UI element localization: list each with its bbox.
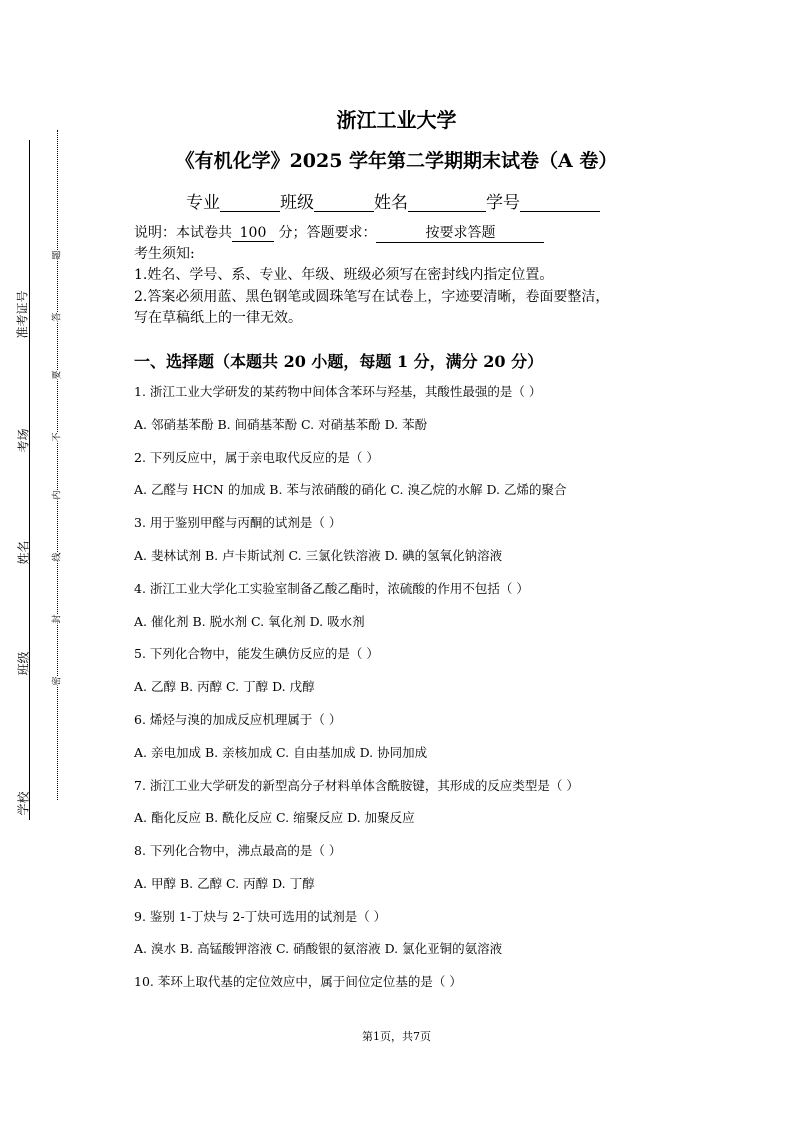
margin-label-school: 学校 xyxy=(16,791,31,816)
options-9: A. 溴水 B. 高锰酸钾溶液 C. 硝酸银的氨溶液 D. 氯化亚铜的氨溶液 xyxy=(134,941,503,956)
field-class-label: 班级 xyxy=(280,193,314,213)
margin-label-exam-number: 准考证号 xyxy=(15,290,30,339)
instructions-line xyxy=(134,222,544,243)
page-number: 第1页，共7页 xyxy=(362,1030,431,1043)
binding-line xyxy=(29,140,30,820)
field-id-label: 学号 xyxy=(486,193,520,213)
question-6: 6. 烯烃与溴的加成反应机理属于（ ） xyxy=(134,712,342,727)
student-info-line xyxy=(186,188,600,213)
notice-title: 考生须知: xyxy=(134,246,195,262)
seal-char: 要 xyxy=(52,370,63,380)
notice-item-2a: 2.答案必须用蓝、黑色钢笔或圆珠笔写在试卷上，字迹要清晰，卷面要整洁， xyxy=(134,289,610,305)
seal-char: 答 xyxy=(52,312,63,322)
question-10: 10. 苯环上取代基的定位效应中，属于间位定位基的是（ ） xyxy=(134,974,462,989)
question-2: 2. 下列反应中，属于亲电取代反应的是（ ） xyxy=(134,450,379,465)
field-id-blank[interactable] xyxy=(520,193,600,212)
question-9: 9. 鉴别 1-丁炔与 2-丁炔可选用的试剂是（ ） xyxy=(134,909,387,924)
field-major-label: 专业 xyxy=(186,193,220,213)
margin-label-exam-room: 考场 xyxy=(16,428,31,453)
total-score: 100 xyxy=(232,225,274,242)
section-title: 一、选择题（本题共 20 小题，每题 1 分，满分 20 分） xyxy=(134,352,544,371)
field-class-blank[interactable] xyxy=(314,193,374,212)
question-1: 1. 浙江工业大学研发的某药物中间体含苯环与羟基，其酸性最强的是（ ） xyxy=(134,384,542,399)
margin-label-name: 姓名 xyxy=(16,540,31,565)
question-4: 4. 浙江工业大学化工实验室制备乙酸乙酯时，浓硫酸的作用不包括（ ） xyxy=(134,581,529,596)
question-3: 3. 用于鉴别甲醛与丙酮的试剂是（ ） xyxy=(134,515,342,530)
field-name-label: 姓名 xyxy=(374,193,408,213)
notice-item-2b: 写在草稿纸上的一律无效。 xyxy=(134,310,302,326)
options-6: A. 亲电加成 B. 亲核加成 C. 自由基加成 D. 协同加成 xyxy=(134,745,428,760)
seal-char: 封 xyxy=(52,614,63,624)
seal-char: 线 xyxy=(52,552,63,562)
field-name-blank[interactable] xyxy=(408,193,486,212)
options-3: A. 斐林试剂 B. 卢卡斯试剂 C. 三氯化铁溶液 D. 碘的氢氧化钠溶液 xyxy=(134,548,503,563)
options-4: A. 催化剂 B. 脱水剂 C. 氧化剂 D. 吸水剂 xyxy=(134,614,365,629)
seal-char: 密 xyxy=(52,676,63,686)
options-1: A. 邻硝基苯酚 B. 间硝基苯酚 C. 对硝基苯酚 D. 苯酚 xyxy=(134,417,428,432)
instructions-prefix: 说明：本试卷共 xyxy=(134,225,232,241)
university-name: 浙江工业大学 xyxy=(336,108,457,132)
options-5: A. 乙醇 B. 丙醇 C. 丁醇 D. 戊醇 xyxy=(134,679,315,694)
exam-title: 《有机化学》2025 学年第二学期期末试卷（A 卷） xyxy=(175,150,618,172)
question-7: 7. 浙江工业大学研发的新型高分子材料单体含酰胺键，其形成的反应类型是（ ） xyxy=(134,778,579,793)
answer-requirement: 按要求答题 xyxy=(376,222,544,243)
seal-char: 题 xyxy=(52,250,63,260)
margin-label-class: 班级 xyxy=(16,651,31,676)
question-8: 8. 下列化合物中，沸点最高的是（ ） xyxy=(134,843,342,858)
seal-char: 不 xyxy=(52,432,63,442)
seal-char: 内 xyxy=(52,490,63,500)
options-2: A. 乙醛与 HCN 的加成 B. 苯与浓硝酸的硝化 C. 溴乙烷的水解 D. 乙烯的聚合 xyxy=(134,482,567,497)
seal-dotted-line xyxy=(57,130,58,800)
notice-item-1: 1.姓名、学号、系、专业、年级、班级必须写在密封线内指定位置。 xyxy=(134,267,554,283)
options-7: A. 酯化反应 B. 酰化反应 C. 缩聚反应 D. 加聚反应 xyxy=(134,810,415,825)
field-major-blank[interactable] xyxy=(220,193,280,212)
options-8: A. 甲醇 B. 乙醇 C. 丙醇 D. 丁醇 xyxy=(134,876,315,891)
question-5: 5. 下列化合物中，能发生碘仿反应的是（ ） xyxy=(134,646,379,661)
instructions-mid: 分；答题要求： xyxy=(278,225,377,241)
